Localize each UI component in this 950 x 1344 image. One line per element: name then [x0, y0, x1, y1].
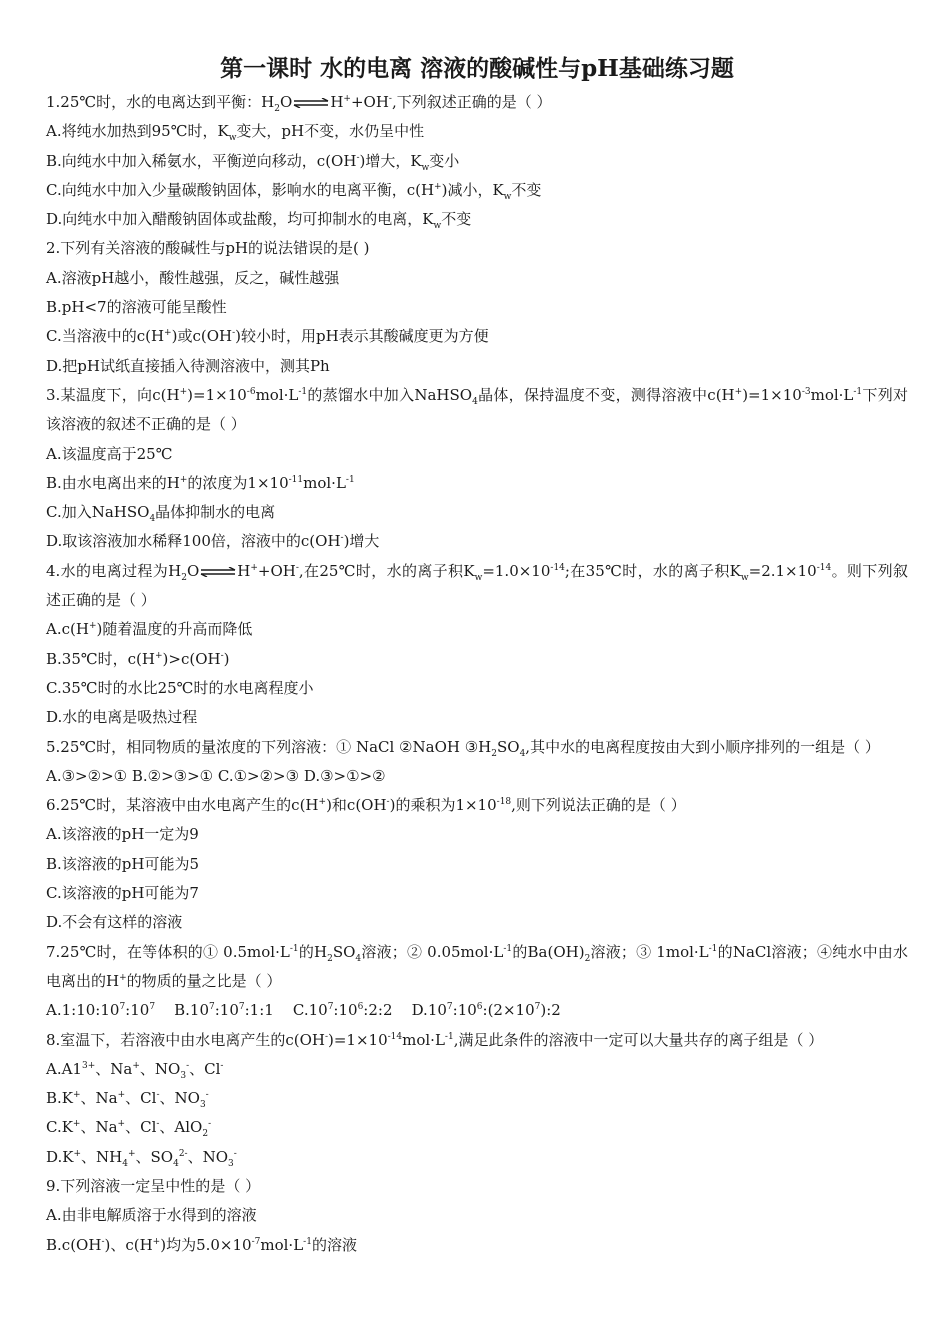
- question-9-stem: 9.下列溶液一定呈中性的是（ ）: [46, 1176, 261, 1195]
- question-8-option-a: $A.A1^{3+}$、Na+、$NO_3^-$、Cl-: [46, 1059, 224, 1081]
- question-6-stem: 6.25℃时，某溶液中由水电离产生的c(H+)和c(OH-)的乘积为$1\times 10^{-18}$,则下列说法正确的是（ ）: [46, 796, 686, 815]
- question-4-option-b: B.35℃时，c(H+)>c(OH-): [46, 649, 230, 668]
- worksheet-page: [46, 52, 908, 1260]
- question-2-option-a: A.溶液pH越小，酸性越强，反之，碱性越强: [46, 268, 340, 287]
- question-5-options: A.③>②>① B.②>③>① C.①>②>③ D.③>①>②: [46, 766, 386, 785]
- question-3-option-c: C.加入NaHSO$_4$晶体抑制水的电离: [46, 503, 276, 525]
- question-8-option-c: C.K+、Na+、Cl-、AlO$_2$-: [46, 1118, 212, 1140]
- question-4-option-a: A.c(H+)随着温度的升高而降低: [46, 620, 253, 639]
- question-2-option-c: C.当溶液中的c(H+)或c(OH-)较小时，用pH表示其酸碱度更为方便: [46, 327, 489, 346]
- question-2-stem: 2.下列有关溶液的酸碱性与pH的说法错误的是( ): [46, 239, 370, 258]
- question-6-option-d: D.不会有这样的溶液: [46, 913, 183, 932]
- question-4-stem: 4.水的电离过程为$H_2O$ H++OH-,在25℃时，水的离子积$K_w=1.0\times 10^{-14}$;在35℃时，水的离子积$K_w=2.1\times 10^{-14}$。则下列叙述正确的是（ ）: [46, 561, 908, 610]
- question-2-option-d: D.把pH试纸直接插入待测溶液中，测其Ph: [46, 356, 330, 375]
- question-5-stem: 5.25℃时，相同物质的量浓度的下列溶液：① NaCl ②NaOH $③H_2SO_4$,其中水的电离程度按由大到小顺序排列的一组是（ ）: [46, 737, 880, 759]
- question-4-option-c: C.35℃时的水比25℃时的水电离程度小: [46, 678, 314, 697]
- question-3-option-b: B.由水电离出来的H+的浓度为$1\times 10^{-11}mol\cdot L^{-1}$: [46, 473, 355, 492]
- question-2-option-b: B.pH<7的溶液可能呈酸性: [46, 298, 227, 317]
- question-3-stem: 3.某温度下，向$c(H^+)=1\times 10^{-6}mol\cdot L^{-1}$的蒸馏水中加入NaHSO$_4$晶体，保持温度不变，测得溶液中$c(H^+)=1\times 10^{-3}mol\cdot L^{-1}$下列对该溶液的叙述不正确的是（ ）: [46, 385, 908, 434]
- question-8-stem: 8.室温下，若溶液中由水电离产生的$c(OH^-)=1\times 10^{-14}mol\cdot L^{-1}$,满足此条件的溶液中一定可以大量共存的离子组是（ ）: [46, 1030, 824, 1049]
- question-1-option-c: C.向纯水中加入少量碳酸钠固体，影响水的电离平衡，c(H+)减小，$K_w$不变: [46, 180, 542, 202]
- question-6-option-c: C.该溶液的pH可能为7: [46, 884, 199, 903]
- question-9-option-b: B.c(OH-)、c(H+)均为$5.0\times 10^{-7}mol\cdot L^{-1}$的溶液: [46, 1235, 357, 1254]
- question-4-option-d: D.水的电离是吸热过程: [46, 708, 198, 727]
- question-1-stem: 1.25℃时，水的电离达到平衡：$H_2O$ H++OH-,下列叙述正确的是（ ）: [46, 93, 552, 114]
- question-7-stem: 7.25℃时，在等体积的① $0.5mol\cdot L^{-1}$的$H_2SO_4$溶液；② $0.05mol\cdot L^{-1}$的$Ba(OH)_2$溶液；③ $1mol\cdot L^{-1}$的NaCl溶液；④纯水中由水电离出的H+的物质的量之比是（ ）: [46, 942, 909, 990]
- question-3-option-d: D.取该溶液加水稀释100倍，溶液中的c(OH-)增大: [46, 532, 380, 551]
- question-6-option-a: A.该溶液的pH一定为9: [46, 825, 199, 844]
- equilibrium-arrow-icon: [200, 567, 236, 577]
- question-1-option-d: D.向纯水中加入醋酸钠固体或盐酸，均可抑制水的电离，$K_w$不变: [46, 210, 472, 232]
- question-1-option-b: B.向纯水中加入稀氨水，平衡逆向移动，c(OH-)增大，$K_w$变小: [46, 151, 460, 173]
- question-1-option-a: A.将纯水加热到95℃时，$K_w$变大，pH不变，水仍呈中性: [46, 122, 425, 144]
- question-9-option-a: A.由非电解质溶于水得到的溶液: [46, 1206, 257, 1225]
- question-8-option-d: D.K+、$NH_4^+$、$SO_4^{2-}$、$NO_3^-$: [46, 1147, 237, 1169]
- question-6-option-b: B.该溶液的pH可能为5: [46, 854, 200, 873]
- question-3-option-a: A.该温度高于25℃: [46, 444, 173, 463]
- question-8-option-b: B.K+、Na+、Cl-、$NO_3^-$: [46, 1089, 209, 1111]
- equilibrium-arrow-icon: [293, 98, 329, 108]
- question-7-options: $A.1:10:10^7:10^7$ $B.10^7:10^7:1:1$ $C.10^7:10^6:2:2$ $D.10^7:10^6:(2\times 10^7):2$: [46, 1001, 561, 1020]
- page-title: 第一课时 水的电离 溶液的酸碱性与pH基础练习题: [220, 55, 734, 82]
